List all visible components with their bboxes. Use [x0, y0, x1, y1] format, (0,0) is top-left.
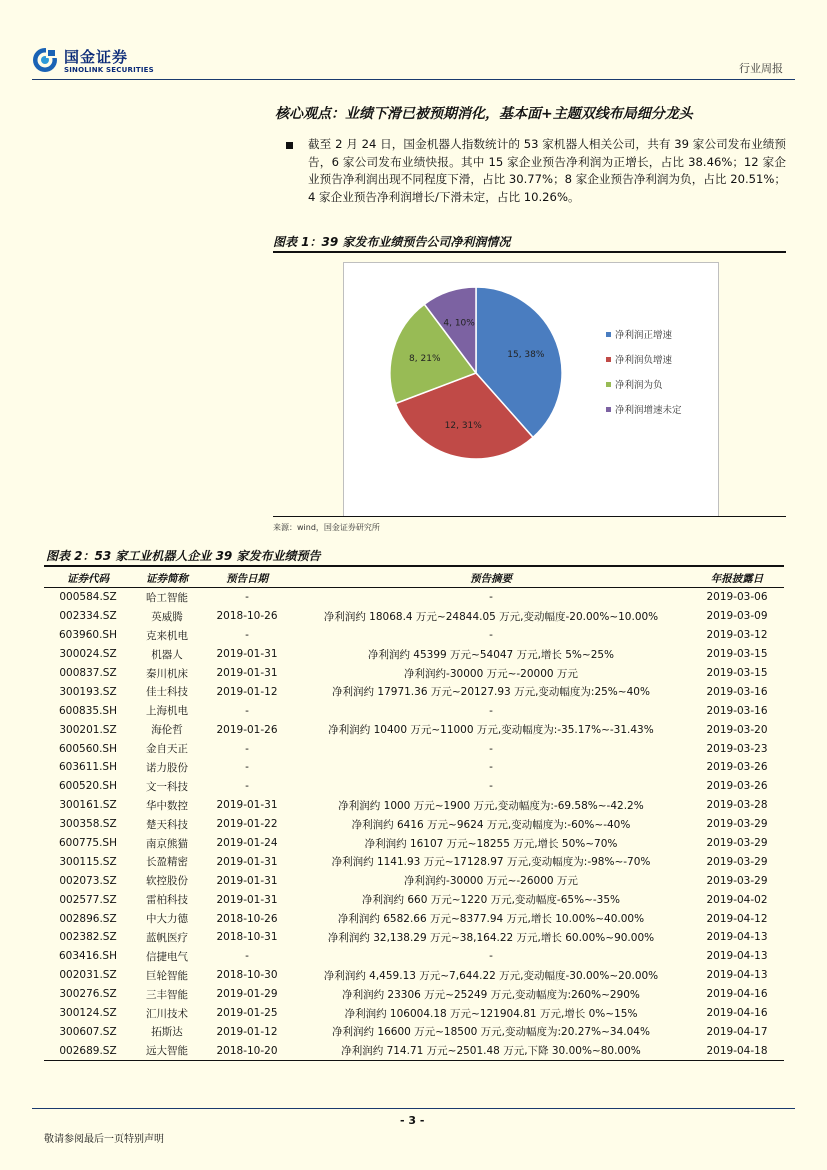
header-divider	[32, 79, 795, 80]
table-row	[44, 607, 784, 626]
table-cell: 软控股份	[146, 875, 188, 888]
table-cell: 净利润约 6416 万元~9624 万元,变动幅度为:-60%~-40%	[351, 818, 631, 831]
table-cell: 2019-03-16	[706, 685, 768, 698]
table-cell: 净利润约-30000 万元~-26000 万元	[404, 875, 578, 888]
table-cell: 净利润约 1141.93 万元~17128.97 万元,变动幅度为:-98%~-70%	[331, 856, 651, 869]
table-cell: 2019-04-16	[706, 1007, 768, 1020]
table-cell: 远大智能	[132, 1041, 202, 1060]
table-cell: 金自天正	[146, 743, 188, 756]
footer-disclaimer: 敬请参阅最后一页特别声明	[44, 1134, 164, 1145]
figure2-title: 图表 2：53 家工业机器人企业 39 家发布业绩预告	[46, 549, 321, 563]
table-cell: 克来机电	[146, 629, 188, 642]
table-cell: 2019-01-31	[216, 667, 278, 679]
table-cell: -	[489, 591, 493, 604]
table-cell: 002031.SZ	[59, 969, 117, 982]
table-cell: 蓝帆医疗	[146, 931, 188, 944]
table-row	[44, 739, 784, 758]
table-row	[44, 871, 784, 890]
table-cell: 净利润约 17971.36 万元~20127.93 万元,变动幅度为:25%~40%	[332, 686, 650, 699]
table-cell: 净利润约 32,138.29 万元~38,164.22 万元,增长 60.00%~90.00%	[327, 931, 655, 944]
table-row	[44, 947, 784, 966]
table-cell: 300201.SZ	[59, 723, 117, 736]
table-cell: 2019-01-31	[216, 799, 278, 812]
table-cell: 南京熊猫	[146, 837, 188, 850]
table-cell: 002689.SZ	[44, 1041, 132, 1060]
table-cell: 2019-04-17	[706, 1025, 768, 1038]
figure1-top-rule	[273, 251, 786, 253]
table-cell: 三丰智能	[146, 988, 188, 1001]
table-cell: 300193.SZ	[59, 685, 117, 698]
table-cell: 英威腾	[151, 610, 183, 623]
table-row	[44, 701, 784, 720]
pie-chart	[344, 263, 718, 516]
table-cell: -	[245, 704, 249, 717]
table-cell: 2019-01-31	[216, 648, 278, 661]
table-cell: 603416.SH	[59, 950, 117, 963]
table-cell: -	[245, 629, 249, 642]
legend-swatch	[606, 382, 611, 387]
table-cell: 600560.SH	[59, 742, 117, 755]
table-cell: 600835.SH	[59, 704, 117, 717]
table-cell: 净利润约 10400 万元~11000 万元,变动幅度为:-35.17%~-31.43%	[328, 724, 654, 737]
table-cell: 2018-10-31	[216, 931, 278, 944]
table-cell: 2018-10-30	[216, 969, 278, 982]
table-cell: 603611.SH	[59, 761, 117, 774]
table-cell: 002896.SZ	[59, 912, 117, 925]
table-cell: 2019-03-26	[706, 761, 768, 774]
table-cell: -	[489, 629, 493, 642]
page-number: - 3 -	[400, 1114, 425, 1127]
table-cell: 2018-10-26	[216, 610, 278, 623]
table-cell: 净利润约 23306 万元~25249 万元,变动幅度为:260%~290%	[342, 988, 640, 1001]
table-cell: 2019-03-15	[706, 667, 768, 679]
table-cell: 2019-01-31	[216, 893, 278, 906]
table-row	[44, 626, 784, 645]
table-cell: 2019-01-24	[216, 837, 278, 850]
table-cell: 002073.SZ	[59, 874, 117, 887]
table-cell: 002334.SZ	[59, 610, 117, 623]
table-cell: 2019-03-16	[706, 704, 768, 717]
legend-label: 净利润增速未定	[615, 405, 682, 416]
table-row	[44, 890, 784, 909]
table-cell: 2019-01-25	[216, 1007, 278, 1020]
table-row	[44, 645, 784, 664]
table-cell: 2019-03-23	[706, 742, 768, 755]
table-cell: 净利润约 1000 万元~1900 万元,变动幅度为:-69.58%~-42.2%	[338, 799, 644, 812]
table-cell: 2019-04-13	[706, 969, 768, 982]
table-cell: 2019-04-13	[706, 950, 768, 963]
pie-chart-frame	[343, 262, 719, 517]
column-header: 年报披露日	[690, 569, 784, 588]
section-headline: 核心观点：业绩下滑已被预期消化，基本面+主题双线布局细分龙头	[275, 106, 693, 122]
legend-swatch	[606, 357, 611, 362]
table-cell: 2019-01-26	[216, 723, 278, 736]
figure1-bottom-rule	[273, 516, 786, 517]
table-cell: 2019-04-16	[706, 988, 768, 1001]
company-logo-icon	[32, 47, 58, 73]
table-cell: 华中数控	[146, 799, 188, 812]
table-cell: 2019-03-09	[706, 610, 768, 623]
table-cell: -	[489, 761, 493, 774]
table-cell: 2019-01-31	[216, 874, 278, 887]
table-cell: -	[245, 950, 249, 963]
table-cell: 拓斯达	[151, 1026, 183, 1039]
table-cell: -	[489, 742, 493, 755]
table-row	[44, 852, 784, 871]
table-row	[44, 777, 784, 796]
legend-swatch	[606, 407, 611, 412]
table-cell: -	[245, 591, 249, 604]
table-cell: 000584.SZ	[59, 591, 117, 604]
table-cell: 002382.SZ	[59, 931, 117, 944]
table-row	[44, 966, 784, 985]
table-cell: 2019-03-29	[706, 855, 768, 868]
figure1-title: 图表 1：39 家发布业绩预告公司净利润情况	[273, 235, 511, 249]
table-cell: 2019-01-12	[216, 685, 278, 698]
legend-label: 净利润负增速	[615, 355, 673, 366]
column-header: 预告摘要	[292, 569, 690, 588]
table-row	[44, 588, 784, 607]
legend-label: 净利润为负	[615, 380, 663, 391]
table-cell: 002577.SZ	[59, 893, 117, 906]
table-cell: 300115.SZ	[59, 855, 117, 868]
table-cell: 300607.SZ	[59, 1025, 117, 1038]
table-cell: 净利润约 16107 万元~18255 万元,增长 50%~70%	[364, 837, 618, 850]
table-cell: 文一科技	[146, 780, 188, 793]
table-row	[44, 1022, 784, 1041]
table-row	[44, 909, 784, 928]
table-cell: 净利润约 6582.66 万元~8377.94 万元,增长 10.00%~40.00%	[337, 913, 645, 926]
table-cell: 2019-03-06	[706, 591, 768, 604]
column-header: 证券简称	[132, 569, 202, 588]
table-cell: 300161.SZ	[59, 799, 117, 812]
footer-divider	[32, 1108, 795, 1109]
table-cell: 600520.SH	[59, 780, 117, 793]
table-cell: 净利润约 18068.4 万元~24844.05 万元,变动幅度-20.00%~10.00%	[323, 610, 659, 623]
pie-data-label: 4, 10%	[443, 318, 475, 329]
table-row	[44, 758, 784, 777]
table-cell: 汇川技术	[146, 1007, 188, 1020]
table-cell: 净利润约 16600 万元~18500 万元,变动幅度为:20.27%~34.04%	[332, 1026, 650, 1039]
table-cell: 海伦哲	[151, 724, 183, 737]
table-cell: 2019-01-31	[216, 855, 278, 868]
table-row	[44, 815, 784, 834]
table-cell: 上海机电	[146, 705, 188, 718]
table-row	[44, 1004, 784, 1023]
table-body	[44, 588, 784, 1061]
table-row	[44, 682, 784, 701]
table-cell: -	[245, 742, 249, 755]
logo-english-name: SINOLINK SECURITIES	[64, 66, 154, 74]
table-cell: 哈工智能	[146, 591, 188, 604]
pie-data-label: 15, 38%	[507, 350, 545, 361]
table-row	[44, 664, 784, 683]
table-cell: 300358.SZ	[59, 818, 117, 831]
table-cell: 净利润约 106004.18 万元~121904.81 万元,增长 0%~15%	[344, 1007, 638, 1020]
table-cell: 2019-03-15	[706, 648, 768, 661]
table-header-row	[44, 569, 784, 588]
table-cell: 雷柏科技	[146, 894, 188, 907]
table-row	[44, 1041, 784, 1060]
table-cell: 2019-03-29	[706, 837, 768, 850]
table-cell: 2019-04-02	[706, 893, 768, 906]
figure1-source: 来源：wind，国金证券研究所	[273, 523, 380, 532]
table-cell: 秦川机床	[146, 667, 188, 680]
table-cell: 净利润约-30000 万元~-20000 万元	[404, 667, 578, 680]
table-cell: 2019-03-29	[706, 818, 768, 831]
table-cell: 2019-03-20	[706, 723, 768, 736]
table-cell: 300024.SZ	[59, 648, 117, 661]
report-type-label: 行业周报	[739, 62, 783, 75]
summary-paragraph: 截至 2 月 24 日，国金机器人指数统计的 53 家机器人相关公司，共有 39 家公司发布业绩预告，6 家公司发布业绩快报。其中 15 家企业预告净利润为正增长，占比 38.46%；12 家企业预告净利润出现不同程度下滑，占比 30.77%；8 家企业预告净利润为负，占比 20.51%；4 家企业预告净利润增长/下滑未定，占比 10.26%。	[308, 137, 786, 204]
table-cell: 2019-01-22	[216, 818, 278, 831]
table-row	[44, 928, 784, 947]
table-cell: 2019-03-26	[706, 780, 768, 793]
table-cell: 净利润约 714.71 万元~2501.48 万元,下降 30.00%~80.00%	[292, 1041, 690, 1060]
table-cell: 2019-04-12	[706, 912, 768, 925]
table-cell: 诺力股份	[146, 761, 188, 774]
table-cell: 603960.SH	[59, 629, 117, 642]
table-cell: 2018-10-26	[216, 912, 278, 925]
table-cell: 600775.SH	[59, 837, 117, 850]
table-cell: 净利润约 45399 万元~54047 万元,增长 5%~25%	[367, 648, 615, 661]
table-cell: 000837.SZ	[59, 667, 117, 679]
table-cell: 净利润约 4,459.13 万元~7,644.22 万元,变动幅度-30.00%~20.00%	[323, 969, 659, 982]
table-cell: -	[489, 950, 493, 963]
table-cell: -	[489, 704, 493, 717]
column-header: 预告日期	[202, 569, 292, 588]
table-cell: 巨轮智能	[146, 969, 188, 982]
table-cell: 长盈精密	[146, 856, 188, 869]
table-cell: 2019-04-13	[706, 931, 768, 944]
table-cell: 机器人	[151, 648, 183, 661]
table-cell: 2019-04-18	[690, 1041, 784, 1060]
figure2-top-rule	[44, 565, 784, 567]
table-cell: 信捷电气	[146, 950, 188, 963]
legend-swatch	[606, 332, 611, 337]
column-header: 证券代码	[44, 569, 132, 588]
table-cell: 佳士科技	[146, 686, 188, 699]
table-cell: -	[245, 780, 249, 793]
table-row	[44, 985, 784, 1004]
table-cell: 300124.SZ	[59, 1007, 117, 1020]
table-row	[44, 834, 784, 853]
table-cell: 2019-03-29	[706, 874, 768, 887]
logo-chinese-name: 国金证券	[64, 48, 129, 66]
pie-data-label: 12, 31%	[444, 420, 482, 431]
table-cell: 2019-03-12	[706, 629, 768, 642]
table-cell: 2019-01-29	[216, 988, 278, 1001]
table-cell: 净利润约 660 万元~1220 万元,变动幅度-65%~-35%	[362, 894, 620, 907]
table-cell: 中大力德	[146, 913, 188, 926]
earnings-forecast-table	[44, 569, 784, 1061]
bullet-square-icon	[286, 142, 293, 149]
table-row	[44, 796, 784, 815]
table-cell: 2018-10-20	[202, 1041, 292, 1060]
legend-label: 净利润正增速	[615, 330, 673, 341]
table-cell: 300276.SZ	[59, 988, 117, 1001]
pie-data-label: 8, 21%	[409, 354, 441, 365]
table-cell: 2019-01-12	[216, 1025, 278, 1038]
table-cell: 楚天科技	[146, 818, 188, 831]
table-cell: 2019-03-28	[706, 799, 768, 812]
table-row	[44, 720, 784, 739]
table-cell: -	[489, 780, 493, 793]
table-cell: -	[245, 761, 249, 774]
